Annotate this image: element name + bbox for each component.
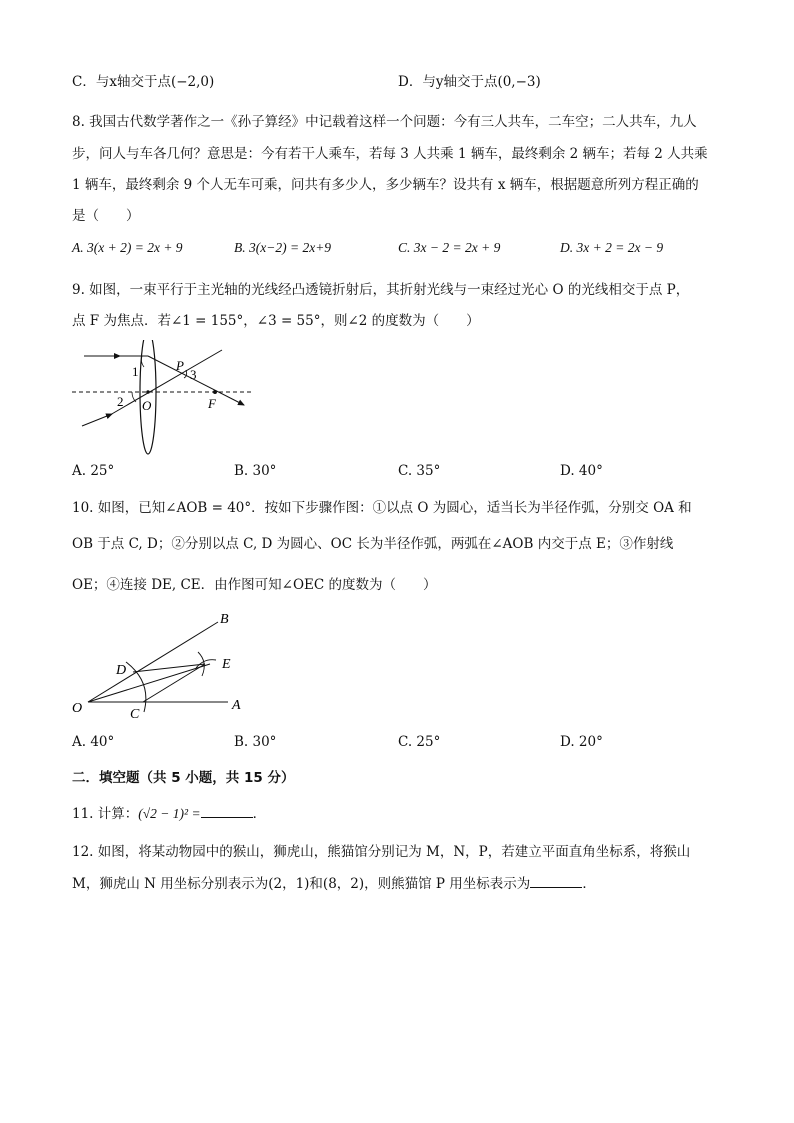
- q11-suffix: ．: [252, 806, 267, 822]
- point-o: [146, 390, 150, 394]
- lens-figure: [72, 340, 262, 460]
- q9-option-c: C. 35°: [398, 463, 441, 479]
- q9-option-b: B. 30°: [234, 463, 277, 479]
- construction-figure: [68, 606, 258, 722]
- q11-line: [72, 802, 266, 822]
- q12-line2: [72, 872, 596, 892]
- q10-text-line2: OB 于点 C, D；②分别以点 C, D 为圆心、OC 长为半径作弧，两弧在∠AOB 内交于点 E；③作射线: [72, 536, 674, 552]
- q11-expression: (√2 − 1)² =: [138, 806, 201, 821]
- label-angle-2: 2: [117, 394, 124, 409]
- angle-1-arc: [141, 356, 144, 367]
- ray-ob: [88, 622, 218, 702]
- q11-answer-blank[interactable]: [201, 805, 253, 818]
- q10-option-c: C. 25°: [398, 734, 441, 750]
- q8-text-line3: 1 辆车，最终剩余 9 个人无车可乘，问共有多少人，多少辆车？设共有 x 辆车，根据题意所列方程正确的: [72, 177, 699, 193]
- q7-option-c: C．与x轴交于点(−2,0): [72, 74, 215, 90]
- q12-text-line1: 12. 如图，将某动物园中的猴山，狮虎山，熊猫馆分别记为 M，N，P，若建立平面直角坐标系，将猴山: [72, 844, 691, 860]
- q12-text-line2: M，狮虎山 N 用坐标分别表示为(2，1)和(8，2)，则熊猫馆 P 用坐标表示为: [72, 876, 531, 892]
- label-o: O: [142, 398, 152, 413]
- convex-lens: [140, 340, 156, 454]
- q8-text-line1: 8. 我国古代数学著作之一《孙子算经》中记载着这样一个问题：今有三人共车，二车空；二人共车，九人: [72, 114, 697, 130]
- q9-option-d: D. 40°: [560, 463, 603, 479]
- label-angle-1: 1: [132, 364, 139, 379]
- label-c: C: [130, 707, 140, 722]
- q11-prefix: 11. 计算：: [72, 806, 139, 822]
- q8-option-d: D. 3x + 2 = 2x − 9: [560, 240, 664, 255]
- q8-option-b: B. 3(x−2) = 2x+9: [234, 240, 332, 255]
- section-heading-fill-in: 二．填空题（共 5 小题，共 15 分）: [72, 770, 295, 786]
- q12-suffix: ．: [582, 876, 596, 892]
- point-f: [213, 390, 217, 394]
- q10-text-line3: OE；④连接 DE, CE．由作图可知∠OEC 的度数为（ ）: [72, 577, 437, 593]
- q9-text-line1: 9. 如图，一束平行于主光轴的光线经凸透镜折射后，其折射光线与一束经过光心 O 的光线相交于点 P，: [72, 282, 690, 298]
- center-ray-segment: [110, 350, 222, 415]
- q8-option-c: C. 3x − 2 = 2x + 9: [398, 240, 501, 255]
- q9-text-line2: 点 F 为焦点．若∠1 = 155°，∠3 = 55°，则∠2 的度数为（ ）: [72, 313, 480, 329]
- q8-option-a: A. 3(x + 2) = 2x + 9: [72, 240, 183, 255]
- q7-option-d: D．与y轴交于点(0,−3): [398, 74, 541, 90]
- arc-from-d: [196, 660, 216, 668]
- label-f: F: [208, 396, 216, 411]
- label-a: A: [232, 698, 241, 713]
- center-ray: [82, 414, 112, 426]
- label-o: O: [72, 701, 83, 716]
- ray-oe: [88, 664, 210, 702]
- label-b: B: [220, 612, 229, 627]
- q9-option-a: A. 25°: [72, 463, 115, 479]
- label-p: P: [176, 358, 184, 373]
- q10-text-line1: 10. 如图，已知∠AOB = 40°．按如下步骤作图：①以点 O 为圆心，适当长为半径作弧，分别交 OA 和: [72, 500, 692, 516]
- label-e: E: [222, 657, 231, 672]
- q10-option-d: D. 20°: [560, 734, 603, 750]
- q12-answer-blank[interactable]: [530, 875, 582, 888]
- label-d: D: [116, 663, 127, 678]
- q10-option-b: B. 30°: [234, 734, 277, 750]
- q10-option-a: A. 40°: [72, 734, 115, 750]
- q8-text-line4: 是（ ）: [72, 208, 140, 224]
- label-angle-3: 3: [190, 367, 197, 382]
- q8-text-line2: 步，问人与车各几何？意思是：今有若干人乘车，若每 3 人共乘 1 辆车，最终剩余 2 辆车；若每 2 人共乘: [72, 146, 708, 162]
